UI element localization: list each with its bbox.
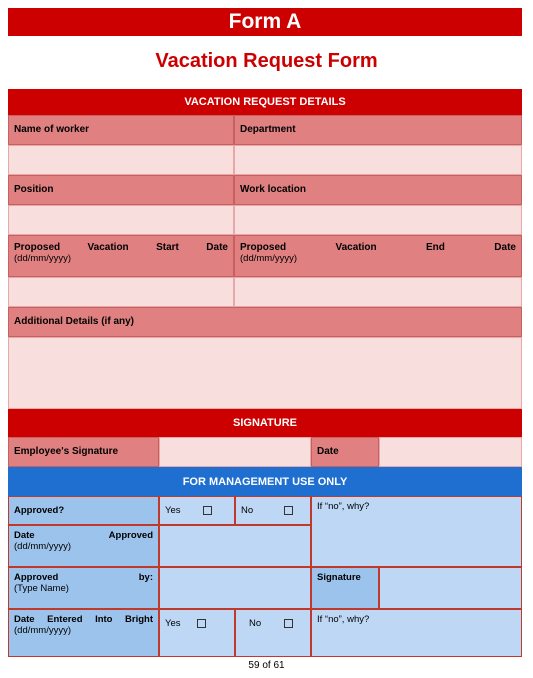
date-approved-word-1: Date [14, 530, 35, 541]
end-date-word-1: Proposed [240, 242, 287, 253]
entered-no-label: No [249, 618, 262, 629]
section-heading-signature: SIGNATURE [8, 409, 522, 437]
start-date-word-3: Start [156, 242, 179, 253]
label-management-signature: Signature [311, 567, 379, 609]
approved-yes-checkbox[interactable] [203, 506, 212, 515]
end-date-word-2: Vacation [335, 242, 377, 253]
entered-yes-checkbox[interactable] [197, 619, 206, 628]
start-date-word-1: Proposed [14, 242, 61, 253]
section-heading-management: FOR MANAGEMENT USE ONLY [8, 467, 522, 496]
approved-reason-field[interactable] [311, 496, 522, 567]
entered-if-no-why: If “no”, why? [317, 614, 370, 625]
label-additional-details: Additional Details (if any) [8, 307, 522, 337]
label-proposed-start-date [8, 235, 234, 277]
end-date-format: (dd/mm/yyyy) [240, 253, 297, 264]
name-of-worker-field[interactable] [8, 145, 234, 175]
signature-date-field[interactable] [379, 437, 522, 467]
date-approved-format: (dd/mm/yyyy) [14, 541, 71, 552]
entered-no-checkbox[interactable] [284, 619, 293, 628]
label-work-location: Work location [234, 175, 522, 205]
date-entered-word-3: Into [95, 614, 113, 625]
start-date-format: (dd/mm/yyyy) [14, 253, 71, 264]
label-approved-by [8, 567, 159, 609]
label-employee-signature: Employee's Signature [8, 437, 159, 467]
position-field[interactable] [8, 205, 234, 235]
approved-by-field[interactable] [159, 567, 311, 609]
employee-signature-field[interactable] [159, 437, 311, 467]
work-location-field[interactable] [234, 205, 522, 235]
label-name-of-worker: Name of worker [8, 115, 234, 145]
date-entered-word-2: Entered [47, 614, 83, 625]
date-approved-word-2: Approved [108, 530, 153, 541]
approved-by-word-1: Approved [14, 572, 59, 583]
date-approved-field[interactable] [159, 525, 311, 567]
page-title: Vacation Request Form [155, 50, 378, 72]
approved-by-type-name: (Type Name) [14, 583, 69, 594]
section-heading-details: VACATION REQUEST DETAILS [8, 89, 522, 115]
entered-yes-label: Yes [165, 618, 181, 629]
approved-no-option[interactable] [235, 496, 311, 525]
start-date-word-2: Vacation [87, 242, 129, 253]
approved-yes-label: Yes [165, 505, 181, 516]
department-field[interactable] [234, 145, 522, 175]
label-position: Position [8, 175, 234, 205]
start-date-field[interactable] [8, 277, 234, 307]
label-proposed-end-date [234, 235, 522, 277]
label-date-entered-into-bright [8, 609, 159, 657]
additional-details-field[interactable] [8, 337, 522, 409]
approved-no-label: No [241, 505, 254, 516]
approved-no-checkbox[interactable] [284, 506, 293, 515]
entered-reason-field[interactable] [311, 609, 522, 657]
label-signature-date: Date [311, 437, 379, 467]
end-date-word-3: End [426, 242, 445, 253]
label-department: Department [234, 115, 522, 145]
end-date-field[interactable] [234, 277, 522, 307]
label-approved: Approved? [8, 496, 159, 525]
entered-no-option[interactable] [235, 609, 311, 657]
date-entered-word-4: Bright [125, 614, 153, 625]
label-date-approved [8, 525, 159, 567]
date-entered-word-1: Date [14, 614, 35, 625]
approved-if-no-why: If “no”, why? [317, 501, 370, 512]
entered-yes-option[interactable] [159, 609, 235, 657]
date-entered-format: (dd/mm/yyyy) [14, 625, 71, 636]
start-date-word-4: Date [206, 242, 228, 253]
page-number: 59 of 61 [248, 660, 285, 671]
end-date-word-4: Date [494, 242, 516, 253]
management-signature-field[interactable] [379, 567, 522, 609]
approved-yes-option[interactable] [159, 496, 235, 525]
form-label-banner: Form A [8, 8, 522, 36]
approved-by-word-2: by: [138, 572, 153, 583]
